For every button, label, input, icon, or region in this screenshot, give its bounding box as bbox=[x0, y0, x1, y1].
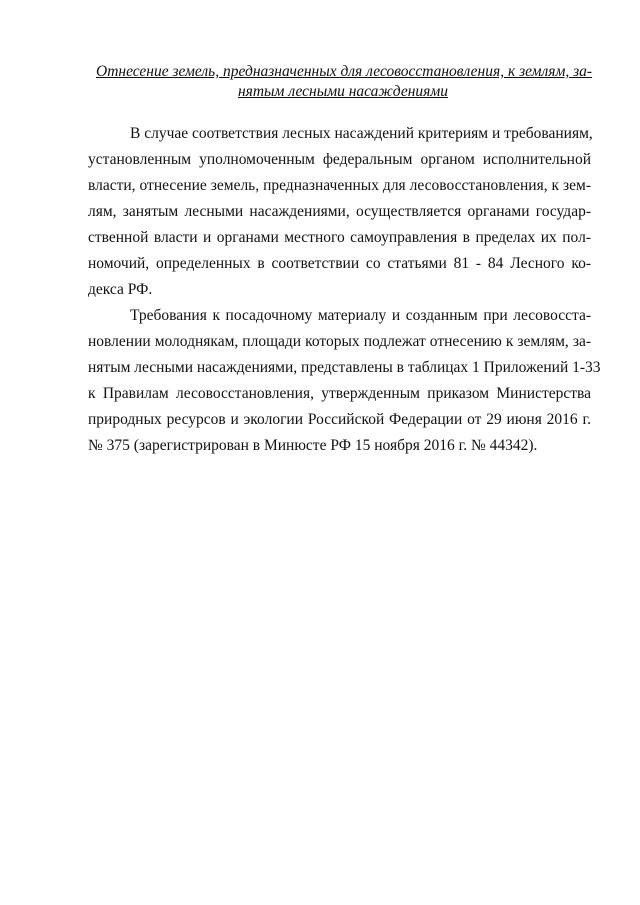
paragraph-1-line-1: В случае соответствия лесных насаждений критериям и требованиям, bbox=[130, 125, 593, 142]
paragraph-2-line-5: природных ресурсов и экологии Российской Федерации от 29 июня 2016 г. bbox=[88, 411, 591, 428]
paragraph-1-line-4: лям, занятым лесными насаждениями, осуществляется органами государ- bbox=[88, 203, 591, 220]
paragraph-2-line-3: нятым лесными насаждениями, представлены в таблицах 1 Приложений 1-33 bbox=[88, 359, 601, 376]
paragraph-1-line-7: декса РФ. bbox=[88, 281, 153, 298]
paragraph-2-line-6: № 375 (зарегистрирован в Минюсте РФ 15 ноября 2016 г. № 44342). bbox=[88, 437, 538, 454]
paragraph-2-line-1: Требования к посадочному материалу и созданным при лесовосста- bbox=[130, 307, 591, 324]
paragraph-1-line-6: номочий, определенных в соответствии со статьями 81 - 84 Лесного ко- bbox=[88, 255, 591, 272]
paragraph-1-line-3: власти, отнесение земель, предназначенных для лесовосстановления, к зем- bbox=[88, 177, 591, 194]
paragraph-2-line-4: к Правилам лесовосстановления, утвержденным приказом Министерства bbox=[88, 385, 591, 402]
paragraph-1-line-2: установленным уполномоченным федеральным органом исполнительной bbox=[88, 151, 591, 168]
document-title-line-2: нятым лесными насаждениями bbox=[237, 83, 449, 100]
paragraph-2-line-2: новлении молоднякам, площади которых подлежат отнесению к землям, за- bbox=[88, 333, 591, 350]
paragraph-1-line-5: ственной власти и органами местного самоуправления в пределах их пол- bbox=[88, 229, 591, 246]
document-title-line-1: Отнесение земель, предназначенных для лесовосстановления, к землям, за- bbox=[96, 63, 593, 80]
